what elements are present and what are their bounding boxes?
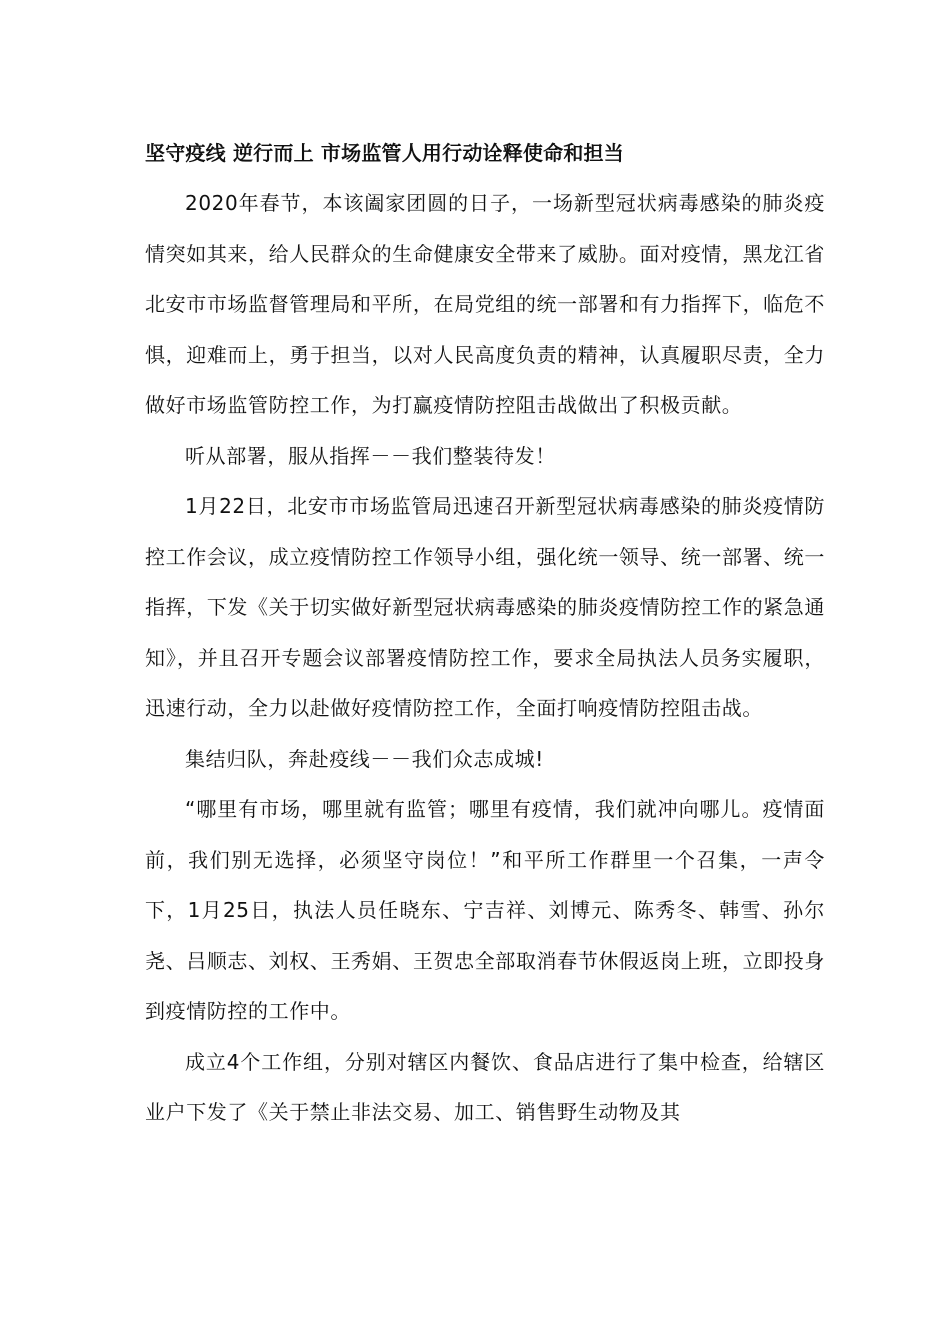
paragraph-spring-festival: 2020年春节，本该阖家团圆的日子，一场新型冠状病毒感染的肺炎疫情突如其来，给人民群众的生命健康安全带来了威胁。面对疫情，黑龙江省北安市市场监督管理局和平所，在局党组的统一部署和有力指挥下，临危不惧，迎难而上，勇于担当，以对人民高度负责的精神，认真履职尽责，全力做好市场监管防控工作，为打赢疫情防控阻击战做出了积极贡献。 xyxy=(145,191,825,417)
paragraph-work-groups: 成立4个工作组，分别对辖区内餐饮、食品店进行了集中检查，给辖区业户下发了《关于禁止非法交易、加工、销售野生动物及其 xyxy=(145,1049,825,1124)
paragraph-call-to-duty: “哪里有市场，哪里就有监管；哪里有疫情，我们就冲向哪儿。疫情面前，我们别无选择，必须坚守岗位！”和平所工作群里一个召集，一声令下，1月25日，执法人员任晓东、宁吉祥、刘博元、陈秀冬、韩雪、孙尔尧、吕顺志、刘权、王秀娟、王贺忠全部取消春节休假返岗上班，立即投身到疫情防控的工作中。 xyxy=(145,797,825,1023)
section-heading-assembly: 集结归队，奔赴疫线－－我们众志成城! xyxy=(185,746,544,771)
document-body xyxy=(145,128,825,1138)
section-heading-deployment: 听从部署，服从指挥－－我们整装待发！ xyxy=(185,443,556,468)
paragraph-meeting: 1月22日，北安市市场监管局迅速召开新型冠状病毒感染的肺炎疫情防控工作会议，成立疫情防控工作领导小组，强化统一领导、统一部署、统一指挥，下发《关于切实做好新型冠状病毒感染的肺炎疫情防控工作的紧急通知》，并且召开专题会议部署疫情防控工作，要求全局执法人员务实履职，迅速行动，全力以赴做好疫情防控工作，全面打响疫情防控阻击战。 xyxy=(145,494,825,720)
document-title: 坚守疫线 逆行而上 市场监管人用行动诠释使命和担当 xyxy=(145,141,624,165)
